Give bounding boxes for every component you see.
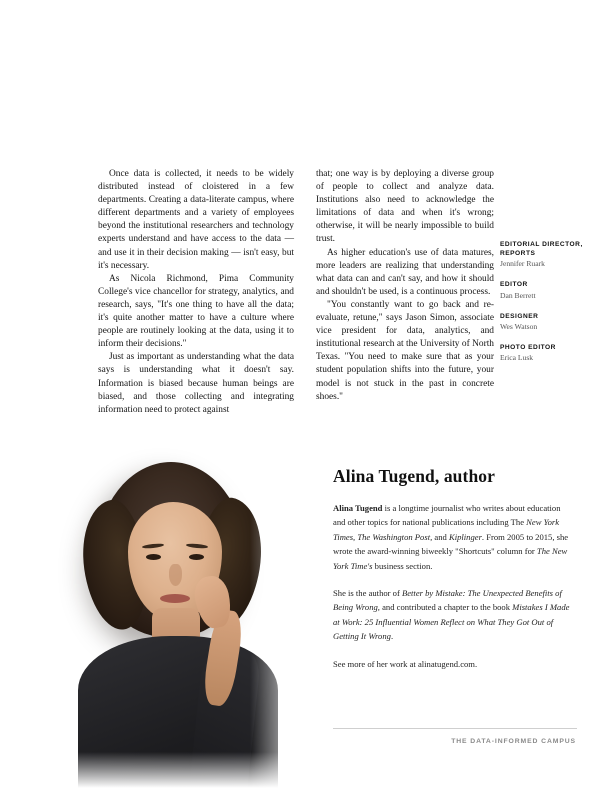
bio-text: . [390,631,394,642]
paragraph: Once data is collected, it needs to be widely distributed instead of cloistered in a few departments. Creating a data-literate campus, where different departments and a variety of employees beyond the institutional researchers and technology experts understand and have access to the data — and use it in their decision making — isn't easy, but it's necessary. [98,169,294,271]
bio-text: business section. [372,560,433,571]
paragraph: "You constantly want to go back and re-evaluate, retune," says Jason Simon, associate vice president for data, analytics, and institutional research at the University of North Texas. "You need to make sure that as your student population shifts into the future, your model is not stuck in the past in concrete shoes." [316,299,494,402]
author-name: Alina Tugend [333,503,383,513]
mouth-shape [160,594,190,603]
bio-paragraph-2 [333,586,573,644]
bio-paragraph-3: See more of her work at alinatugend.com. [333,658,478,669]
bio-text: , and contributed a chapter to the book [377,602,513,613]
bio-text: . From 2005 to 2015, she wrote the award-winning biweekly "Shortcuts" column for [333,531,569,557]
credit-role: EDITOR [500,281,528,289]
credit-name: Erica Lusk [500,353,534,363]
author-bio [333,466,573,684]
footer-label: THE DATA-INFORMED CAMPUS [451,738,576,745]
book-title: Mistakes I Made at Work: 25 Influential Women Reflect on What They Got Out of Getting It Wrong [333,602,570,642]
book-title: Better by Mistake: The Unexpected Benefits of Being Wrong [333,588,562,613]
bio-text: is a longtime journalist who writes about education and other topics for national publications including The [333,503,561,528]
article-column-middle [316,168,494,404]
credit-role: DESIGNER [500,312,539,320]
credit-block-designer [500,312,596,332]
author-bio-heading: Alina Tugend, author [333,466,495,486]
masthead-credits [500,240,596,374]
eye-left [146,554,161,560]
footer-divider [333,728,577,729]
publication-name: The New York Time's [333,546,568,571]
photo-fade-bottom [0,752,320,792]
photo-fade-right [250,440,320,792]
bio-text: She is the author of [333,588,402,599]
paragraph: As Nicola Richmond, Pima Community College's vice chancellor for strategy, analytics, and research, says, "It's one thing to have all the data; it's quite another matter to have a culture where people are routinely looking at the data, using it to inform their decisions." [98,273,294,350]
bio-paragraph-1 [333,501,573,573]
credit-block-photo-editor [500,343,596,363]
credit-name: Wes Watson [500,321,538,331]
credit-role: EDITORIAL DIRECTOR, REPORTS [500,241,583,258]
author-portrait-photo [0,440,320,792]
credit-block-editor [500,280,596,300]
paragraph: As higher education's use of data matures, more leaders are realizing that understanding what data can and can't say, and how it should and shouldn't be used, is a continuous process. [316,247,494,297]
credit-name: Dan Berrett [500,290,536,300]
publication-names: New York Times, The Washington Post, [333,517,560,542]
bio-text: and [432,531,449,542]
credit-name: Jennifer Ruark [500,259,545,269]
nose-shape [169,564,182,586]
eye-right [189,554,204,560]
credit-role: PHOTO EDITOR [500,343,556,351]
credit-block-editorial-director [500,240,596,269]
article-column-left [98,168,294,417]
publication-name: Kiplinger [448,531,482,542]
paragraph: Just as important as understanding what the data says is understanding what it doesn't say. Information is biased because human beings are biased, and those collecting and integrating information need to protect against [98,352,294,415]
paragraph: that; one way is by deploying a diverse group of people to collect and analyze data. Institutions also need to acknowledge the limitations of data and when it's wrong; otherwise, it will be nearly impossible to build trust. [316,169,494,245]
